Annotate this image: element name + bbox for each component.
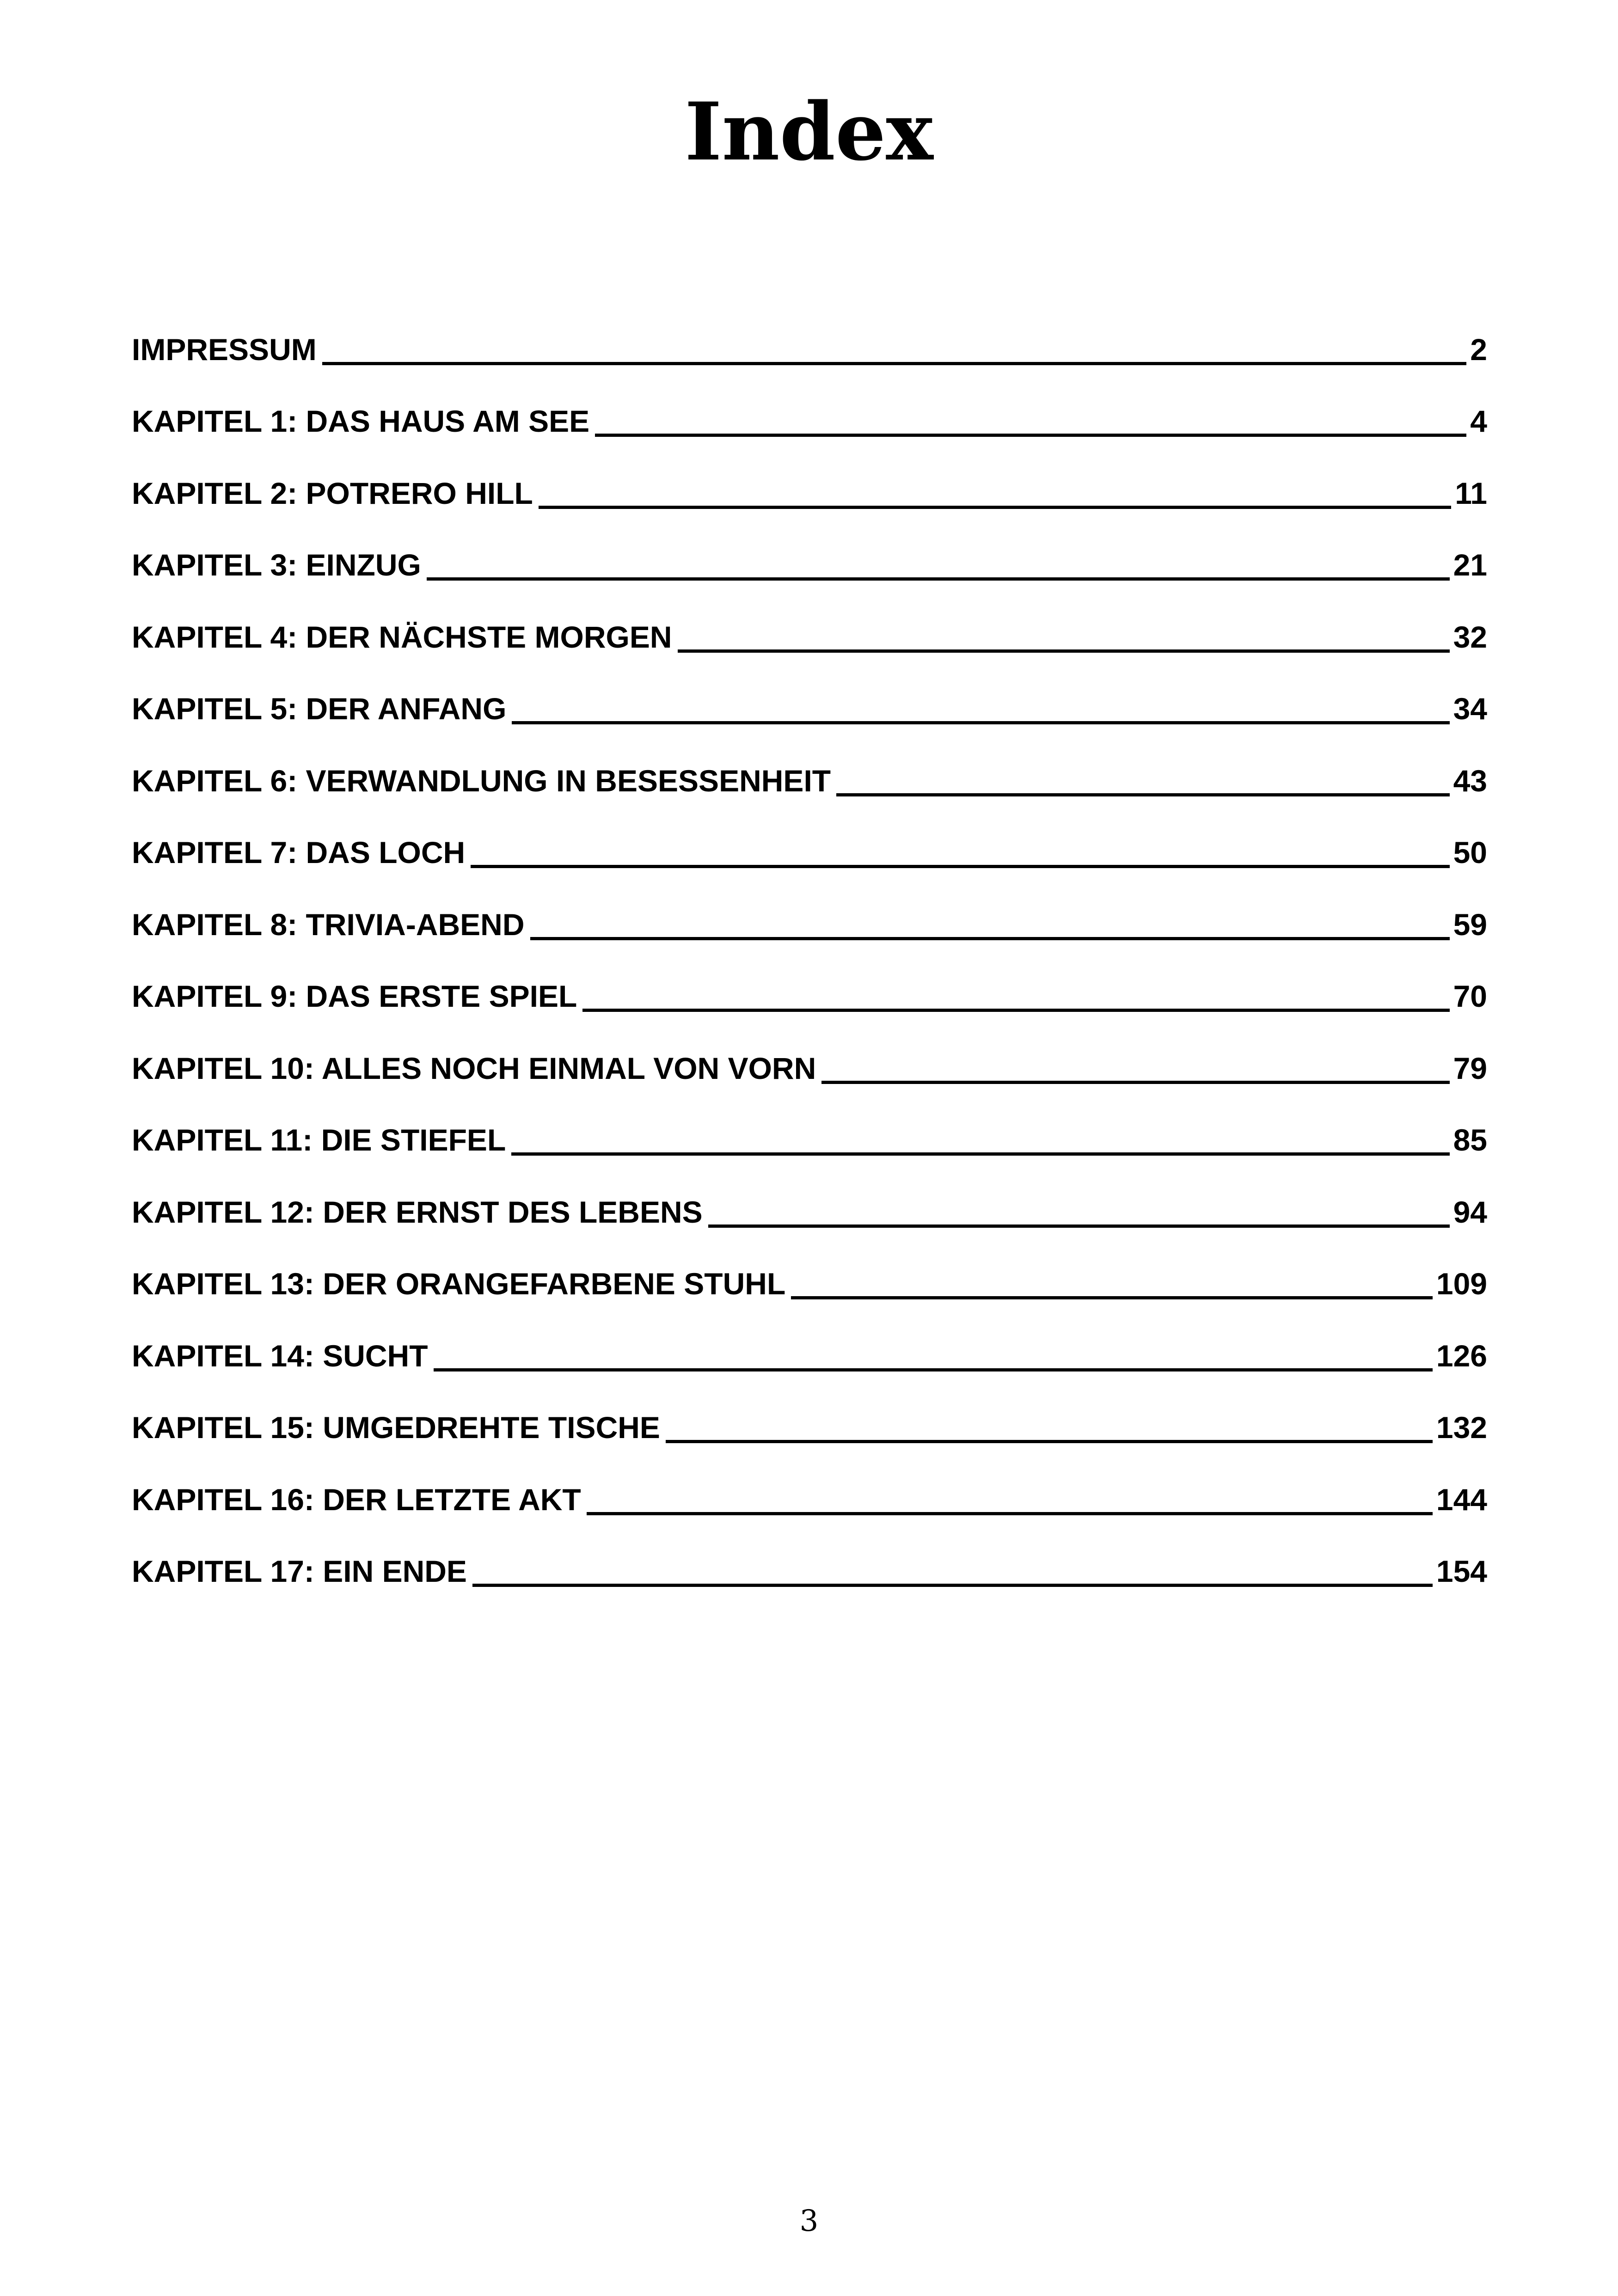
toc-entry-leader	[595, 434, 1466, 437]
toc-entry-page: 144	[1436, 1482, 1487, 1517]
toc-entry-page: 109	[1436, 1267, 1487, 1301]
toc-entry-leader	[708, 1225, 1450, 1228]
toc-entry-leader	[511, 1152, 1449, 1156]
toc-entry-page: 50	[1453, 835, 1487, 869]
toc-entry-page: 32	[1453, 619, 1487, 654]
toc-entry-label: KAPITEL 10: ALLES NOCH EINMAL VON VORN	[132, 1051, 816, 1085]
toc-entry-leader	[472, 1584, 1433, 1587]
toc-entry	[132, 1374, 1487, 1446]
toc-entry-leader	[836, 793, 1449, 796]
toc-entry	[132, 1302, 1487, 1374]
toc-entry	[132, 943, 1487, 1015]
toc-entry-label: KAPITEL 15: UMGEDREHTE TISCHE	[132, 1410, 660, 1445]
toc-entry-page: 126	[1436, 1338, 1487, 1373]
toc-entry-label: KAPITEL 6: VERWANDLUNG IN BESESSENHEIT	[132, 763, 831, 798]
toc-entry-leader	[666, 1440, 1433, 1443]
toc-entry-leader	[678, 649, 1450, 653]
toc-entry	[132, 440, 1487, 512]
toc-entry-label: KAPITEL 17: EIN ENDE	[132, 1554, 467, 1588]
toc-entry-leader	[587, 1512, 1433, 1515]
toc-entry-label: KAPITEL 14: SUCHT	[132, 1338, 428, 1373]
toc-entry-label: KAPITEL 3: EINZUG	[132, 548, 421, 582]
toc-entry-page: 34	[1453, 692, 1487, 726]
toc-entry-label: IMPRESSUM	[132, 332, 317, 367]
toc-entry	[132, 799, 1487, 871]
toc-entry-label: KAPITEL 1: DAS HAUS AM SEE	[132, 404, 590, 438]
toc-entry-page: 21	[1453, 548, 1487, 582]
toc-entry-leader	[512, 721, 1449, 724]
table-of-contents	[132, 296, 1487, 1590]
toc-entry-label: KAPITEL 16: DER LETZTE AKT	[132, 1482, 581, 1517]
toc-entry-page: 70	[1453, 979, 1487, 1013]
toc-entry	[132, 1446, 1487, 1518]
toc-entry	[132, 1231, 1487, 1303]
toc-entry-leader	[530, 937, 1450, 940]
toc-entry-leader	[322, 362, 1467, 365]
toc-entry-page: 43	[1453, 763, 1487, 798]
toc-entry	[132, 583, 1487, 655]
toc-entry-label: KAPITEL 8: TRIVIA-ABEND	[132, 907, 525, 942]
toc-entry-label: KAPITEL 2: POTRERO HILL	[132, 476, 533, 510]
toc-entry	[132, 727, 1487, 799]
toc-entry-label: KAPITEL 4: DER NÄCHSTE MORGEN	[132, 619, 672, 654]
toc-entry	[132, 871, 1487, 943]
toc-entry	[132, 1015, 1487, 1087]
toc-entry-page: 4	[1470, 404, 1487, 438]
toc-entry-page: 85	[1453, 1123, 1487, 1157]
toc-entry-label: KAPITEL 9: DAS ERSTE SPIEL	[132, 979, 577, 1013]
toc-entry-page: 79	[1453, 1051, 1487, 1085]
toc-entry-label: KAPITEL 13: DER ORANGEFARBENE STUHL	[132, 1267, 786, 1301]
toc-entry-label: KAPITEL 11: DIE STIEFEL	[132, 1123, 506, 1157]
toc-entry-page: 2	[1470, 332, 1487, 367]
toc-entry-leader	[471, 865, 1449, 868]
toc-entry-leader	[791, 1296, 1433, 1299]
page-number: 3	[799, 2204, 819, 2238]
toc-entry-label: KAPITEL 12: DER ERNST DES LEBENS	[132, 1194, 703, 1229]
toc-entry-leader	[821, 1081, 1449, 1084]
toc-entry-leader	[427, 577, 1450, 581]
toc-entry	[132, 296, 1487, 368]
toc-entry-page: 154	[1436, 1554, 1487, 1588]
toc-entry-page: 11	[1455, 476, 1487, 510]
toc-entry	[132, 1087, 1487, 1159]
toc-entry-leader	[434, 1368, 1433, 1371]
toc-entry	[132, 1158, 1487, 1231]
toc-entry-page: 132	[1436, 1410, 1487, 1445]
toc-entry-label: KAPITEL 5: DER ANFANG	[132, 692, 507, 726]
toc-entry	[132, 368, 1487, 440]
toc-entry-leader	[539, 506, 1451, 509]
toc-entry-leader	[582, 1009, 1449, 1012]
toc-entry-page: 59	[1453, 907, 1487, 942]
toc-entry	[132, 512, 1487, 584]
toc-entry	[132, 1518, 1487, 1590]
toc-entry-page: 94	[1453, 1194, 1487, 1229]
page-title: Index	[685, 85, 933, 178]
toc-entry	[132, 655, 1487, 728]
toc-entry-label: KAPITEL 7: DAS LOCH	[132, 835, 466, 869]
